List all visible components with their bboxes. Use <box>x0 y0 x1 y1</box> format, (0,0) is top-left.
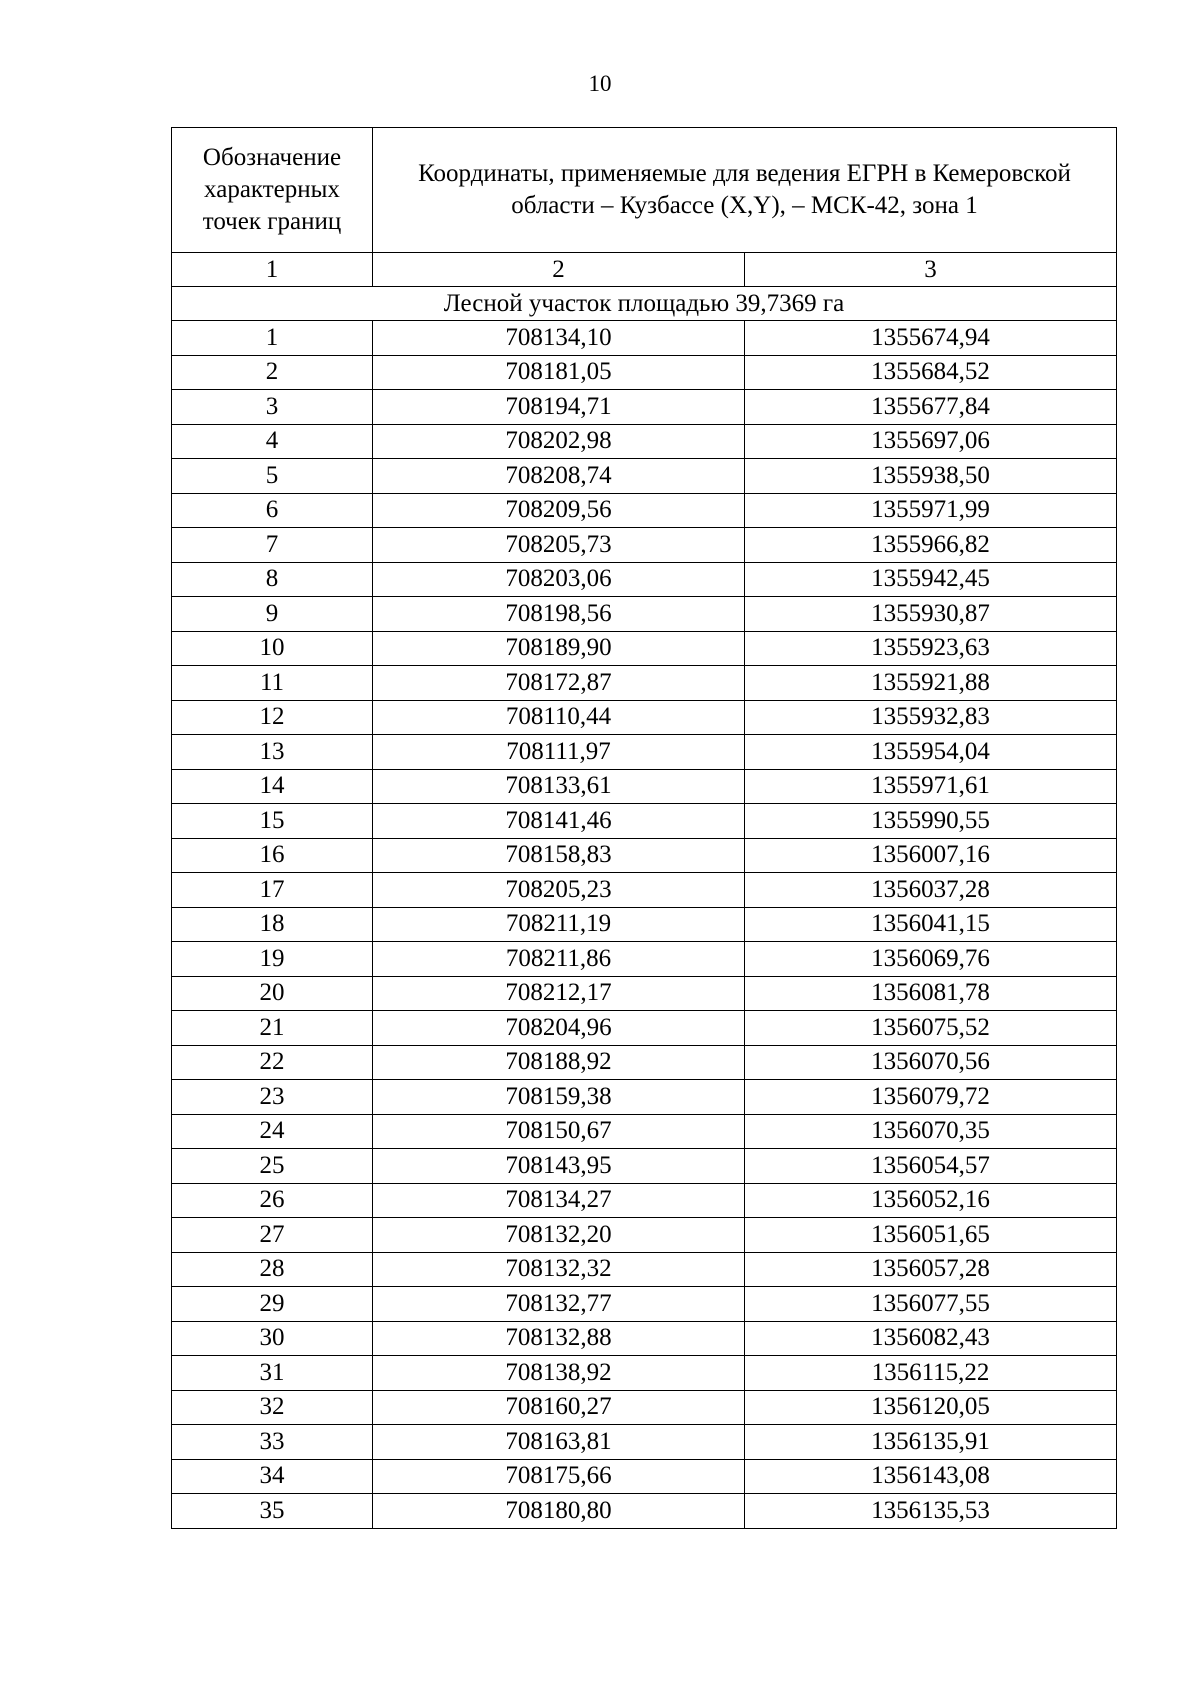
y-coordinate-cell: 1356081,78 <box>745 976 1117 1011</box>
column-number-2: 2 <box>373 253 745 287</box>
x-coordinate-cell: 708132,20 <box>373 1218 745 1253</box>
point-cell: 13 <box>172 735 373 770</box>
x-coordinate-cell: 708211,86 <box>373 942 745 977</box>
table-row <box>172 1218 1117 1253</box>
y-coordinate-cell: 1356115,22 <box>745 1356 1117 1391</box>
x-coordinate-cell: 708204,96 <box>373 1011 745 1046</box>
table-row <box>172 873 1117 908</box>
point-cell: 9 <box>172 597 373 632</box>
point-cell: 27 <box>172 1218 373 1253</box>
point-cell: 7 <box>172 528 373 563</box>
y-coordinate-cell: 1356143,08 <box>745 1459 1117 1494</box>
y-coordinate-cell: 1356070,35 <box>745 1114 1117 1149</box>
table-row <box>172 459 1117 494</box>
point-cell: 18 <box>172 907 373 942</box>
y-coordinate-cell: 1355966,82 <box>745 528 1117 563</box>
table-row <box>172 528 1117 563</box>
y-coordinate-cell: 1356075,52 <box>745 1011 1117 1046</box>
table-row <box>172 838 1117 873</box>
x-coordinate-cell: 708209,56 <box>373 493 745 528</box>
point-cell: 11 <box>172 666 373 701</box>
point-cell: 15 <box>172 804 373 839</box>
table-row <box>172 597 1117 632</box>
x-coordinate-cell: 708138,92 <box>373 1356 745 1391</box>
x-coordinate-cell: 708163,81 <box>373 1425 745 1460</box>
point-cell: 30 <box>172 1321 373 1356</box>
table-header-row <box>172 128 1117 253</box>
point-cell: 3 <box>172 390 373 425</box>
point-cell: 21 <box>172 1011 373 1046</box>
x-coordinate-cell: 708188,92 <box>373 1045 745 1080</box>
x-coordinate-cell: 708158,83 <box>373 838 745 873</box>
y-coordinate-cell: 1356069,76 <box>745 942 1117 977</box>
point-cell: 28 <box>172 1252 373 1287</box>
point-cell: 2 <box>172 355 373 390</box>
point-cell: 8 <box>172 562 373 597</box>
y-coordinate-cell: 1356041,15 <box>745 907 1117 942</box>
x-coordinate-cell: 708159,38 <box>373 1080 745 1115</box>
x-coordinate-cell: 708175,66 <box>373 1459 745 1494</box>
point-cell: 17 <box>172 873 373 908</box>
x-coordinate-cell: 708134,27 <box>373 1183 745 1218</box>
y-coordinate-cell: 1356057,28 <box>745 1252 1117 1287</box>
point-cell: 4 <box>172 424 373 459</box>
header-point-designation: Обозначение характерных точек границ <box>172 128 373 253</box>
y-coordinate-cell: 1356135,91 <box>745 1425 1117 1460</box>
point-cell: 29 <box>172 1287 373 1322</box>
x-coordinate-cell: 708212,17 <box>373 976 745 1011</box>
x-coordinate-cell: 708208,74 <box>373 459 745 494</box>
point-cell: 19 <box>172 942 373 977</box>
table-row <box>172 631 1117 666</box>
x-coordinate-cell: 708181,05 <box>373 355 745 390</box>
table-row <box>172 1356 1117 1391</box>
point-cell: 32 <box>172 1390 373 1425</box>
x-coordinate-cell: 708203,06 <box>373 562 745 597</box>
table-row <box>172 390 1117 425</box>
x-coordinate-cell: 708133,61 <box>373 769 745 804</box>
table-row <box>172 804 1117 839</box>
table-row <box>172 666 1117 701</box>
point-cell: 20 <box>172 976 373 1011</box>
point-cell: 26 <box>172 1183 373 1218</box>
table-row <box>172 1080 1117 1115</box>
x-coordinate-cell: 708143,95 <box>373 1149 745 1184</box>
x-coordinate-cell: 708211,19 <box>373 907 745 942</box>
y-coordinate-cell: 1355677,84 <box>745 390 1117 425</box>
x-coordinate-cell: 708205,23 <box>373 873 745 908</box>
table-row <box>172 1252 1117 1287</box>
point-cell: 25 <box>172 1149 373 1184</box>
y-coordinate-cell: 1356051,65 <box>745 1218 1117 1253</box>
x-coordinate-cell: 708189,90 <box>373 631 745 666</box>
y-coordinate-cell: 1356135,53 <box>745 1494 1117 1529</box>
y-coordinate-cell: 1355921,88 <box>745 666 1117 701</box>
y-coordinate-cell: 1356079,72 <box>745 1080 1117 1115</box>
table-row <box>172 1459 1117 1494</box>
table-row <box>172 1149 1117 1184</box>
y-coordinate-cell: 1355930,87 <box>745 597 1117 632</box>
point-cell: 35 <box>172 1494 373 1529</box>
table-row <box>172 1114 1117 1149</box>
y-coordinate-cell: 1355684,52 <box>745 355 1117 390</box>
column-number-row <box>172 253 1117 287</box>
table-row <box>172 1011 1117 1046</box>
x-coordinate-cell: 708132,77 <box>373 1287 745 1322</box>
x-coordinate-cell: 708110,44 <box>373 700 745 735</box>
column-number-1: 1 <box>172 253 373 287</box>
table-row <box>172 493 1117 528</box>
x-coordinate-cell: 708198,56 <box>373 597 745 632</box>
table-row <box>172 942 1117 977</box>
y-coordinate-cell: 1356037,28 <box>745 873 1117 908</box>
y-coordinate-cell: 1356007,16 <box>745 838 1117 873</box>
table-row <box>172 355 1117 390</box>
x-coordinate-cell: 708134,10 <box>373 321 745 356</box>
table-row <box>172 769 1117 804</box>
point-cell: 10 <box>172 631 373 666</box>
page-number: 10 <box>588 71 612 96</box>
table-row <box>172 562 1117 597</box>
point-cell: 31 <box>172 1356 373 1391</box>
point-cell: 16 <box>172 838 373 873</box>
table-row <box>172 976 1117 1011</box>
point-cell: 6 <box>172 493 373 528</box>
point-cell: 1 <box>172 321 373 356</box>
x-coordinate-cell: 708132,32 <box>373 1252 745 1287</box>
table-row <box>172 735 1117 770</box>
table-row <box>172 1494 1117 1529</box>
x-coordinate-cell: 708111,97 <box>373 735 745 770</box>
x-coordinate-cell: 708132,88 <box>373 1321 745 1356</box>
y-coordinate-cell: 1355938,50 <box>745 459 1117 494</box>
y-coordinate-cell: 1356082,43 <box>745 1321 1117 1356</box>
section-title-row <box>172 287 1117 321</box>
y-coordinate-cell: 1355932,83 <box>745 700 1117 735</box>
table-row <box>172 424 1117 459</box>
y-coordinate-cell: 1355954,04 <box>745 735 1117 770</box>
point-cell: 12 <box>172 700 373 735</box>
y-coordinate-cell: 1356052,16 <box>745 1183 1117 1218</box>
y-coordinate-cell: 1355942,45 <box>745 562 1117 597</box>
column-number-3: 3 <box>745 253 1117 287</box>
point-cell: 22 <box>172 1045 373 1080</box>
point-cell: 23 <box>172 1080 373 1115</box>
table-row <box>172 1287 1117 1322</box>
point-cell: 14 <box>172 769 373 804</box>
x-coordinate-cell: 708194,71 <box>373 390 745 425</box>
y-coordinate-cell: 1356054,57 <box>745 1149 1117 1184</box>
y-coordinate-cell: 1355923,63 <box>745 631 1117 666</box>
section-title: Лесной участок площадью 39,7369 га <box>172 287 1117 321</box>
coordinates-table <box>171 127 1117 1529</box>
header-coordinates: Координаты, применяемые для ведения ЕГРН в Кемеровской области – Кузбассе (X,Y), – МСК-42, зона 1 <box>373 128 1117 253</box>
y-coordinate-cell: 1355971,61 <box>745 769 1117 804</box>
y-coordinate-cell: 1356120,05 <box>745 1390 1117 1425</box>
coordinates-table-body <box>172 128 1117 1529</box>
x-coordinate-cell: 708172,87 <box>373 666 745 701</box>
x-coordinate-cell: 708202,98 <box>373 424 745 459</box>
table-row <box>172 1390 1117 1425</box>
table-row <box>172 1045 1117 1080</box>
point-cell: 33 <box>172 1425 373 1460</box>
table-row <box>172 1425 1117 1460</box>
table-row <box>172 700 1117 735</box>
x-coordinate-cell: 708160,27 <box>373 1390 745 1425</box>
y-coordinate-cell: 1355971,99 <box>745 493 1117 528</box>
y-coordinate-cell: 1356070,56 <box>745 1045 1117 1080</box>
table-row <box>172 907 1117 942</box>
x-coordinate-cell: 708180,80 <box>373 1494 745 1529</box>
x-coordinate-cell: 708141,46 <box>373 804 745 839</box>
table-row <box>172 1183 1117 1218</box>
point-cell: 5 <box>172 459 373 494</box>
table-row <box>172 321 1117 356</box>
y-coordinate-cell: 1356077,55 <box>745 1287 1117 1322</box>
point-cell: 34 <box>172 1459 373 1494</box>
y-coordinate-cell: 1355697,06 <box>745 424 1117 459</box>
point-cell: 24 <box>172 1114 373 1149</box>
x-coordinate-cell: 708205,73 <box>373 528 745 563</box>
y-coordinate-cell: 1355674,94 <box>745 321 1117 356</box>
y-coordinate-cell: 1355990,55 <box>745 804 1117 839</box>
table-row <box>172 1321 1117 1356</box>
x-coordinate-cell: 708150,67 <box>373 1114 745 1149</box>
